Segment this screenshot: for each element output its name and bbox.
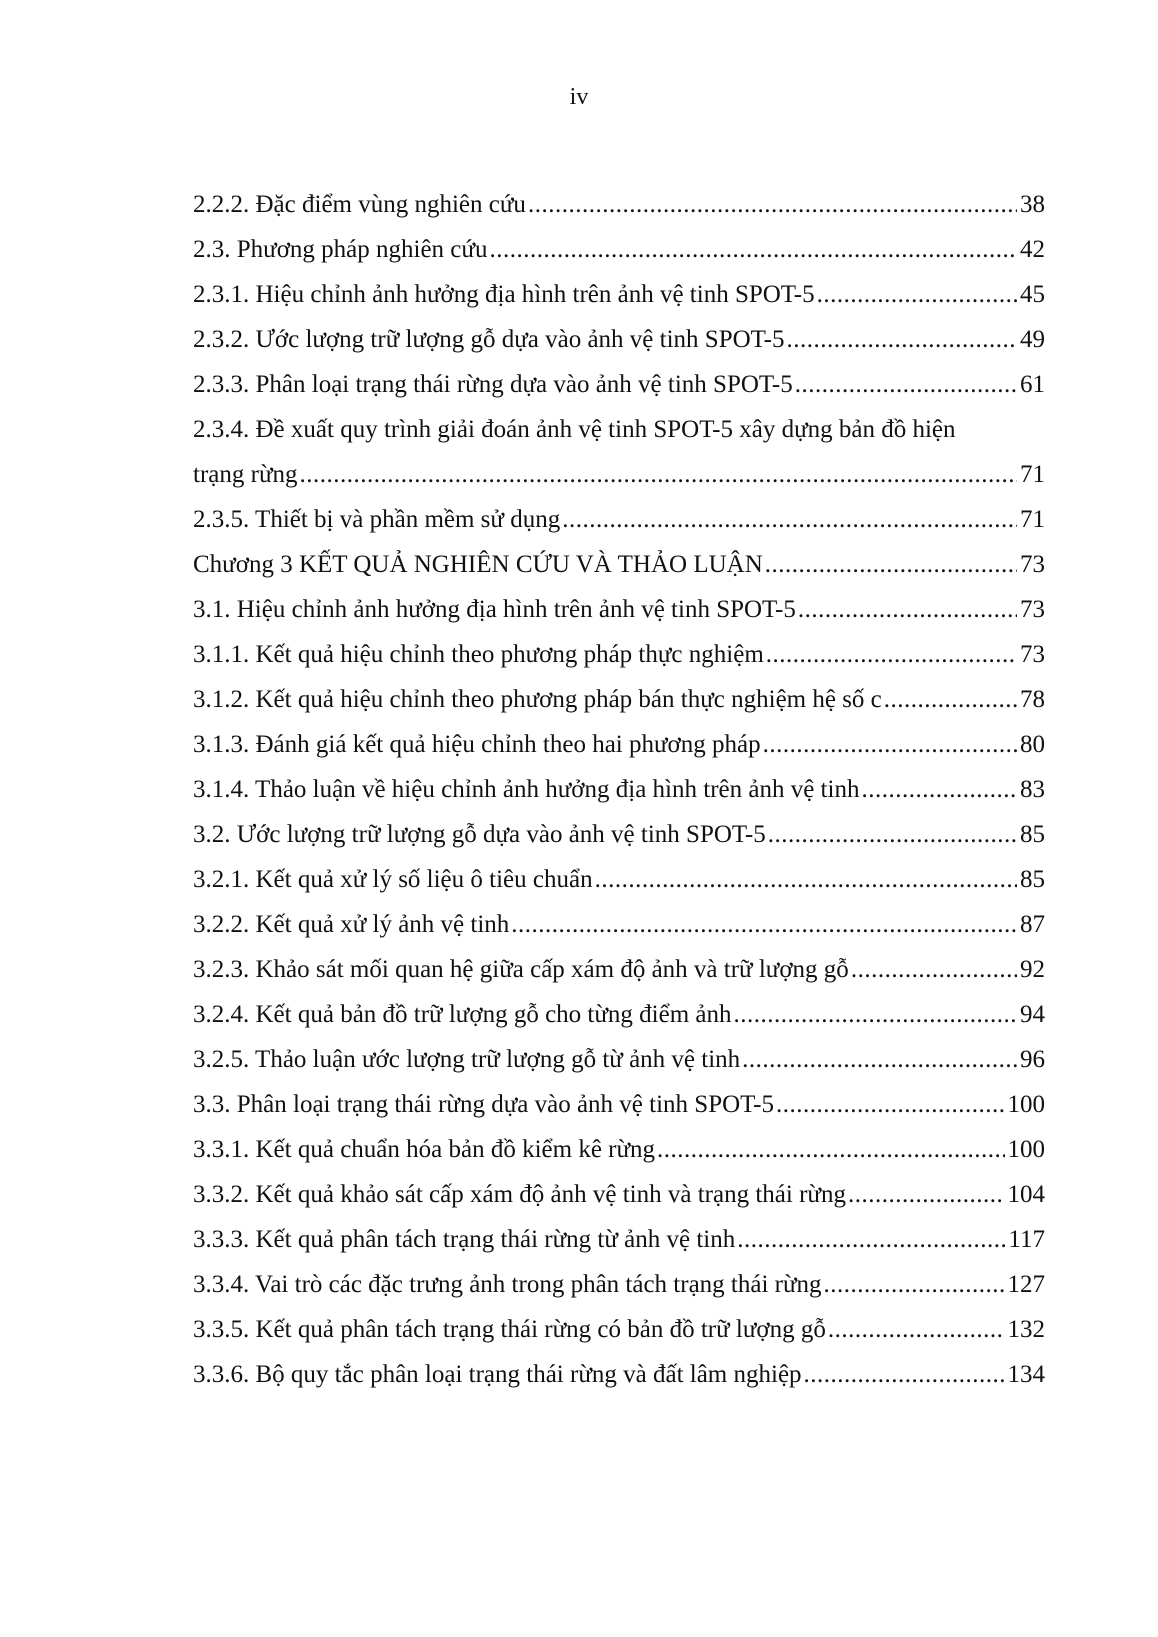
toc-leader-dots [826, 1307, 1005, 1352]
toc-leader-dots [802, 1352, 1005, 1397]
toc-entry-page: 80 [1020, 731, 1045, 758]
toc-entry-title: 3.2.4. Kết quả bản đồ trữ lượng gỗ cho từng điểm ảnh [193, 1001, 732, 1028]
toc-entry[interactable] [193, 632, 1045, 677]
toc-entry-title: 2.3.5. Thiết bị và phần mềm sử dụng [193, 506, 561, 533]
toc-entry[interactable] [193, 902, 1045, 947]
toc-entry-title: Chương 3 KẾT QUẢ NGHIÊN CỨU VÀ THẢO LUẬN [193, 551, 763, 578]
toc-leader-dots [766, 812, 1017, 857]
toc-entry[interactable] [193, 677, 1045, 722]
toc-entry-page: 42 [1020, 236, 1045, 263]
toc-entry-title: trạng rừng [193, 461, 298, 488]
toc-leader-dots [487, 227, 1017, 272]
toc-entry[interactable] [193, 1262, 1045, 1307]
toc-leader-dots [784, 317, 1017, 362]
toc-entry-page: 127 [1007, 1271, 1045, 1298]
toc-entry-page: 87 [1020, 911, 1045, 938]
toc-entry-page: 85 [1020, 821, 1045, 848]
toc-entry[interactable] [193, 317, 1045, 362]
toc-entry[interactable] [193, 1172, 1045, 1217]
toc-entry[interactable] [193, 542, 1045, 587]
toc-entry[interactable] [193, 1082, 1045, 1127]
toc-entry-page: 73 [1020, 596, 1045, 623]
toc-entry[interactable] [193, 227, 1045, 272]
toc-entry-title: 2.3.3. Phân loại trạng thái rừng dựa vào ảnh vệ tinh SPOT-5 [193, 371, 793, 398]
toc-entry-page: 49 [1020, 326, 1045, 353]
toc-entry-page: 73 [1020, 641, 1045, 668]
toc-leader-dots [732, 992, 1017, 1037]
toc-entry-page: 38 [1020, 191, 1045, 218]
toc-entry-title: 3.1.4. Thảo luận về hiệu chỉnh ảnh hưởng địa hình trên ảnh vệ tinh [193, 776, 860, 803]
toc-entry-title: 3.3.4. Vai trò các đặc trưng ảnh trong phân tách trạng thái rừng [193, 1271, 822, 1298]
toc-entry-title: 3.3.3. Kết quả phân tách trạng thái rừng từ ảnh vệ tinh [193, 1226, 736, 1253]
toc-entry-page: 45 [1020, 281, 1045, 308]
toc-entry[interactable] [193, 1352, 1045, 1397]
toc-entry[interactable] [193, 497, 1045, 542]
toc-leader-dots [815, 272, 1017, 317]
toc-entry[interactable] [193, 812, 1045, 857]
toc-leader-dots [774, 1082, 1005, 1127]
toc-leader-dots [822, 1262, 1005, 1307]
toc-entry-wrapped-second-line[interactable] [193, 452, 1045, 497]
toc-leader-dots [763, 542, 1017, 587]
toc-entry-title: 3.1.1. Kết quả hiệu chỉnh theo phương pháp thực nghiệm [193, 641, 764, 668]
table-of-contents [193, 182, 1045, 1397]
toc-entry[interactable] [193, 362, 1045, 407]
toc-leader-dots [655, 1127, 1004, 1172]
toc-entry-title: 3.2. Ước lượng trữ lượng gỗ dựa vào ảnh vệ tinh SPOT-5 [193, 821, 766, 848]
toc-leader-dots [793, 362, 1017, 407]
toc-entry-page: 132 [1007, 1316, 1045, 1343]
toc-entry-title: 3.3. Phân loại trạng thái rừng dựa vào ảnh vệ tinh SPOT-5 [193, 1091, 774, 1118]
toc-entry-title: 3.1.2. Kết quả hiệu chỉnh theo phương pháp bán thực nghiệm hệ số c [193, 686, 882, 713]
toc-entry-title: 3.2.2. Kết quả xử lý ảnh vệ tinh [193, 911, 510, 938]
toc-entry-title: 3.3.6. Bộ quy tắc phân loại trạng thái rừng và đất lâm nghiệp [193, 1361, 802, 1388]
toc-leader-dots [509, 902, 1017, 947]
toc-entry-page: 100 [1007, 1091, 1045, 1118]
toc-entry-page: 117 [1008, 1226, 1045, 1253]
toc-entry-title: 2.3.1. Hiệu chỉnh ảnh hưởng địa hình trên ảnh vệ tinh SPOT-5 [193, 281, 815, 308]
toc-entry-page: 100 [1007, 1136, 1045, 1163]
toc-entry-title: 3.1. Hiệu chỉnh ảnh hưởng địa hình trên ảnh vệ tinh SPOT-5 [193, 596, 796, 623]
toc-leader-dots [859, 767, 1017, 812]
toc-entry-title: 3.3.2. Kết quả khảo sát cấp xám độ ảnh vệ tinh và trạng thái rừng [193, 1181, 846, 1208]
toc-entry-page: 104 [1007, 1181, 1045, 1208]
toc-entry-title: 2.3. Phương pháp nghiên cứu [193, 236, 488, 263]
toc-leader-dots [560, 497, 1017, 542]
toc-entry-title: 3.2.1. Kết quả xử lý số liệu ô tiêu chuẩn [193, 866, 593, 893]
toc-leader-dots [761, 722, 1017, 767]
toc-entry-title: 3.3.5. Kết quả phân tách trạng thái rừng có bản đồ trữ lượng gỗ [193, 1316, 826, 1343]
toc-entry[interactable] [193, 767, 1045, 812]
toc-leader-dots [796, 587, 1017, 632]
toc-entry-title: 3.1.3. Đánh giá kết quả hiệu chỉnh theo hai phương pháp [193, 731, 761, 758]
toc-entry-page: 92 [1020, 956, 1045, 983]
page-number: iv [569, 84, 589, 110]
toc-entry[interactable] [193, 1037, 1045, 1082]
toc-entry[interactable] [193, 722, 1045, 767]
toc-leader-dots [526, 182, 1017, 227]
toc-entry-page: 71 [1020, 506, 1045, 533]
toc-entry-title: 3.3.1. Kết quả chuẩn hóa bản đồ kiểm kê rừng [193, 1136, 656, 1163]
toc-entry-page: 61 [1020, 371, 1045, 398]
toc-entry-page: 78 [1020, 686, 1045, 713]
toc-entry[interactable] [193, 1307, 1045, 1352]
toc-entry-page: 96 [1020, 1046, 1045, 1073]
toc-entry-page: 83 [1020, 776, 1045, 803]
toc-entry-page: 134 [1007, 1361, 1045, 1388]
toc-leader-dots [846, 1172, 1005, 1217]
toc-entry-page: 71 [1020, 461, 1045, 488]
toc-entry-title: 3.2.5. Thảo luận ước lượng trữ lượng gỗ từ ảnh vệ tinh [193, 1046, 741, 1073]
toc-leader-dots [735, 1217, 1005, 1262]
toc-entry-title: 3.2.3. Khảo sát mối quan hệ giữa cấp xám độ ảnh và trữ lượng gỗ [193, 956, 849, 983]
toc-entry[interactable] [193, 947, 1045, 992]
toc-entry-title: 2.3.2. Ước lượng trữ lượng gỗ dựa vào ảnh vệ tinh SPOT-5 [193, 326, 785, 353]
toc-entry[interactable] [193, 1127, 1045, 1172]
toc-leader-dots [849, 947, 1017, 992]
toc-leader-dots [593, 857, 1017, 902]
toc-entry-page: 94 [1020, 1001, 1045, 1028]
toc-entry-title: 2.2.2. Đặc điểm vùng nghiên cứu [193, 191, 526, 218]
toc-entry-wrapped-first-line[interactable]: 2.3.4. Đề xuất quy trình giải đoán ảnh vệ tinh SPOT-5 xây dựng bản đồ hiện [193, 416, 956, 443]
toc-entry-page: 73 [1020, 551, 1045, 578]
toc-entry[interactable] [193, 857, 1045, 902]
toc-leader-dots [740, 1037, 1017, 1082]
toc-entry-page: 85 [1020, 866, 1045, 893]
toc-entry[interactable] [193, 992, 1045, 1037]
toc-leader-dots [298, 452, 1018, 497]
toc-entry[interactable] [193, 272, 1045, 317]
toc-leader-dots [882, 677, 1017, 722]
toc-entry[interactable] [193, 587, 1045, 632]
toc-entry[interactable] [193, 1217, 1045, 1262]
toc-entry[interactable] [193, 182, 1045, 227]
toc-leader-dots [764, 632, 1017, 677]
